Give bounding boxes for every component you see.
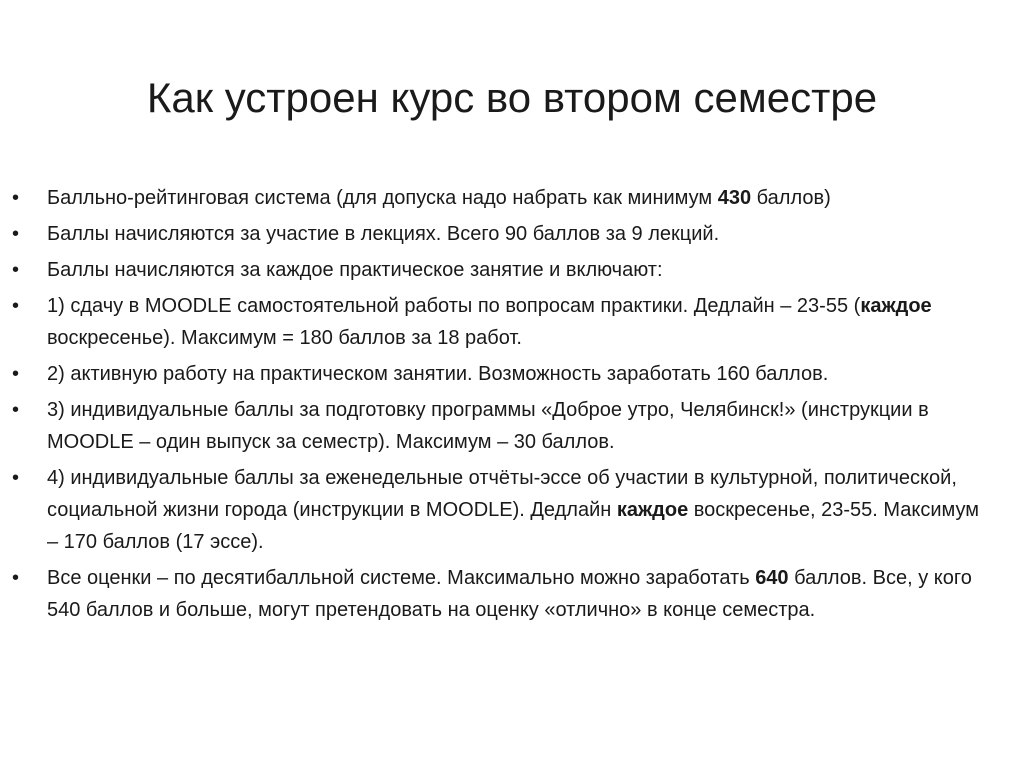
bullet-item [0,254,1024,286]
bullet-text: 2) активную работу на практическом занятии. Возможность заработать 160 баллов. [47,363,829,385]
bullet-text: Все оценки – по десятибалльной системе. Максимально можно заработать [47,567,756,589]
bullet-item [0,358,1024,390]
bullet-item [0,182,1024,214]
bullet-text: 4) индивидуальные баллы за еженедельные отчёты-эссе об участии в культурной, политической, социальной жизни города (инструкции в MOODLE). Дедлайн [47,467,957,521]
bullet-dot: • [12,467,20,489]
bullet-dot: • [12,259,20,281]
bullet-dot: • [12,399,20,421]
bullet-text: Баллы начисляются за каждое практическое занятие и включают: [47,259,663,281]
bullet-text: Балльно-рейтинговая система (для допуска надо набрать как минимум [47,187,718,209]
bullet-text-bold: 430 [717,187,752,209]
bullet-text-bold: каждое [616,499,689,521]
bullet-dot: • [12,223,20,245]
bullet-text-bold: 640 [755,567,789,589]
bullet-item [0,218,1024,250]
bullet-text: воскресенье). Максимум = 180 баллов за 18 работ. [47,327,522,349]
bullet-dot: • [12,295,20,317]
bullet-item [0,290,1024,354]
slide-title: Как устроен курс во втором семестре [146,74,878,121]
bullet-list [0,182,1024,630]
bullet-item [0,462,1024,558]
bullet-text: Баллы начисляются за участие в лекциях. Всего 90 баллов за 9 лекций. [47,223,720,245]
bullet-item [0,394,1024,458]
bullet-text: воскресенье, 23-55. Максимум – 170 баллов (17 эссе). [47,499,980,553]
bullet-text: баллов. Все, у кого 540 баллов и больше, могут претендовать на оценку «отлично» в конце семестра. [47,567,972,621]
bullet-dot: • [12,363,20,385]
bullet-text: баллов) [751,187,831,209]
bullet-text: 1) сдачу в MOODLE самостоятельной работы по вопросам практики. Дедлайн – 23-55 ( [47,295,861,317]
bullet-item [0,562,1024,626]
bullet-dot: • [12,187,20,209]
bullet-dot: • [12,567,20,589]
bullet-text: 3) индивидуальные баллы за подготовку программы «Доброе утро, Челябинск!» (инструкции в MOODLE – один выпуск за семестр). Максимум – 30 баллов. [47,399,929,453]
bullet-text-bold: каждое [860,295,932,317]
